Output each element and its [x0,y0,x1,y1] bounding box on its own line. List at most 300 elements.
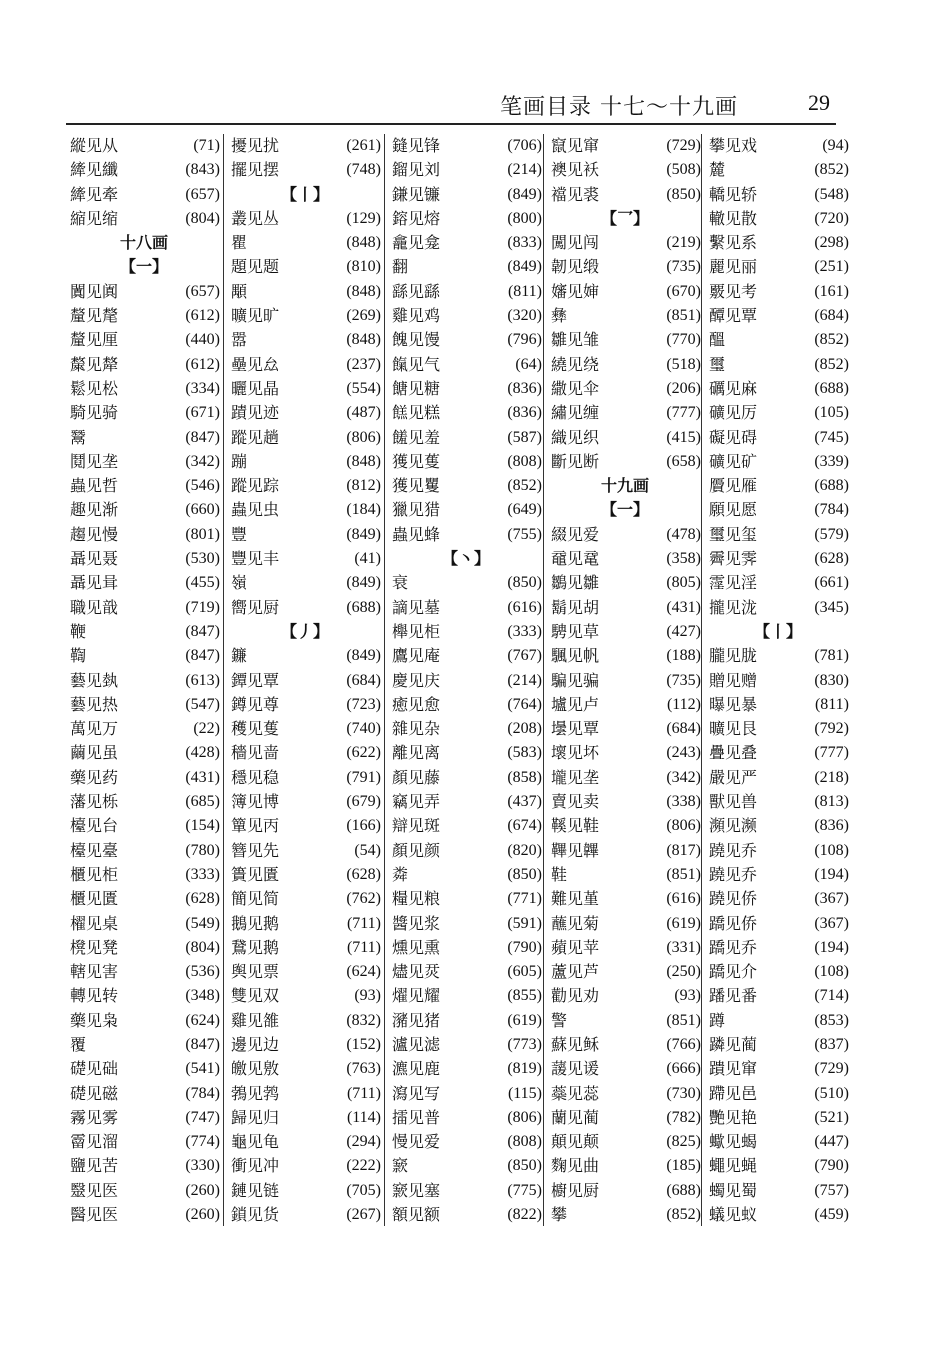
page-number: 29 [808,90,830,115]
entry-characters: 警 [551,1010,568,1030]
entry-characters: 癒见愈 [392,694,441,714]
entry-page-ref: (437) [507,793,542,811]
entry-page-ref: (342) [185,452,220,470]
entry-characters: 藝见埶 [70,670,119,690]
entry-characters: 醰见覃 [709,306,758,326]
index-entry [705,498,851,522]
index-entry [388,1179,544,1203]
entry-characters: 櫃见匱 [70,889,119,909]
entry-characters: 鵝见鹅 [231,913,280,933]
index-entry [705,1057,851,1081]
page-title: 笔画目录 十七～十九画 [500,95,738,120]
entry-characters: 釐见厘 [70,330,119,350]
entry-characters: 餼见气 [392,354,441,374]
index-entry [388,766,544,790]
entry-page-ref: (804) [185,209,220,227]
entry-page-ref: (790) [814,1157,849,1175]
index-entry [388,596,544,620]
entry-page-ref: (206) [666,379,701,397]
entry-characters: 竄见窜 [551,136,600,155]
index-column-4 [547,134,703,1227]
index-entry [547,450,703,474]
index-entry [388,960,544,984]
entry-page-ref: (849) [507,258,542,276]
index-entry [227,134,383,158]
entry-characters: 彝 [551,306,568,326]
index-entry [388,863,544,887]
entry-characters: 鞭 [70,621,87,641]
entry-page-ref: (808) [507,1133,542,1151]
entry-characters: 慢见爱 [392,1132,441,1152]
entry-page-ref: (622) [346,744,381,762]
index-entry [227,353,383,377]
entry-characters: 醫见医 [70,1205,119,1225]
index-entry [705,547,851,571]
index-entry [388,1106,544,1130]
index-entry [66,741,222,765]
section-heading-text: 【丨】 [280,184,329,204]
entry-page-ref: (612) [185,307,220,325]
index-entry [66,1179,222,1203]
entry-characters: 鎦见刘 [392,160,441,180]
entry-characters: 韌见缎 [551,257,600,277]
index-entry [66,912,222,936]
entry-page-ref: (431) [185,768,220,786]
entry-page-ref: (810) [346,258,381,276]
entry-page-ref: (554) [346,379,381,397]
entry-characters: 鞸见韠 [551,840,600,860]
index-entry [388,1033,544,1057]
index-entry [66,134,222,158]
entry-page-ref: (777) [814,744,849,762]
index-entry [547,328,703,352]
entry-characters: 賣见卖 [551,792,600,812]
entry-page-ref: (847) [185,1035,220,1053]
entry-page-ref: (219) [666,234,701,252]
entry-page-ref: (804) [185,938,220,956]
entry-characters: 願见愿 [709,500,758,520]
index-entry [388,498,544,522]
entry-page-ref: (613) [185,671,220,689]
entry-page-ref: (243) [666,744,701,762]
entry-page-ref: (711) [346,938,381,956]
entry-characters: 簡见简 [231,889,280,909]
index-entry [388,255,544,279]
entry-page-ref: (333) [507,622,542,640]
index-entry [547,547,703,571]
entry-characters: 蟲见蜂 [392,524,441,544]
entry-characters: 礎见磁 [70,1083,119,1103]
entry-page-ref: (459) [814,1206,849,1224]
entry-page-ref: (320) [507,307,542,325]
entry-characters: 謫见墓 [392,597,441,617]
entry-characters: 鐮 [231,646,248,666]
entry-page-ref: (777) [666,404,701,422]
index-entry [388,936,544,960]
section-heading-text: 【一】 [119,257,168,277]
entry-page-ref: (605) [507,963,542,981]
entry-characters: 簣见匱 [231,864,280,884]
entry-page-ref: (780) [185,841,220,859]
index-entry [547,936,703,960]
index-entry [227,887,383,911]
entry-characters: 蘇见稣 [551,1034,600,1054]
entry-characters: 龜见龟 [231,1132,280,1152]
entry-page-ref: (487) [346,404,381,422]
entry-characters: 霤见溜 [70,1132,119,1152]
entry-page-ref: (334) [185,379,220,397]
index-entry [547,790,703,814]
entry-page-ref: (251) [814,258,849,276]
entry-page-ref: (342) [666,768,701,786]
entry-page-ref: (628) [814,550,849,568]
entry-page-ref: (129) [346,209,381,227]
entry-page-ref: (784) [185,1084,220,1102]
index-entry [66,1033,222,1057]
entry-characters: 蘆见芦 [551,962,600,982]
index-entry [66,936,222,960]
entry-characters: 霧见雾 [70,1107,119,1127]
entry-page-ref: (817) [666,841,701,859]
index-entry [66,1106,222,1130]
index-entry [388,353,544,377]
entry-characters: 粦 [392,864,409,884]
entry-characters: 嬸见婶 [551,281,600,301]
entry-characters: 穩见稳 [231,767,280,787]
entry-characters: 瀦见猪 [392,1010,441,1030]
entry-characters: 蹻见侨 [709,913,758,933]
entry-page-ref: (714) [814,987,849,1005]
entry-page-ref: (836) [814,817,849,835]
entry-characters: 聶见聂 [70,549,119,569]
entry-characters: 曠见艮 [709,719,758,739]
entry-characters: 縴见纖 [70,160,119,180]
index-entry [388,887,544,911]
entry-page-ref: (358) [666,550,701,568]
index-entry [547,280,703,304]
entry-page-ref: (208) [507,720,542,738]
entry-page-ref: (661) [814,574,849,592]
entry-characters: 壠见垄 [551,767,600,787]
entry-page-ref: (850) [507,574,542,592]
entry-characters: 蹤见踪 [231,476,280,496]
index-entry [705,693,851,717]
index-entry [227,401,383,425]
entry-characters: 擾见扰 [231,136,280,155]
entry-characters: 雞见鸡 [392,306,441,326]
entry-page-ref: (755) [507,525,542,543]
entry-characters: 蹛见邑 [709,1083,758,1103]
entry-page-ref: (521) [814,1108,849,1126]
entry-characters: 蘐见谖 [551,1059,600,1079]
section-heading [66,231,222,255]
entry-characters: 簞见丙 [231,816,280,836]
entry-page-ref: (858) [507,768,542,786]
index-entry [705,790,851,814]
index-entry [227,231,383,255]
entry-page-ref: (549) [185,914,220,932]
index-entry [547,669,703,693]
index-entry [388,717,544,741]
entry-page-ref: (185) [666,1157,701,1175]
entry-page-ref: (619) [507,1011,542,1029]
entry-characters: 舆见票 [231,962,280,982]
entry-page-ref: (670) [666,282,701,300]
entry-characters: 騎见骑 [70,403,119,423]
entry-characters: 蹪见窜 [709,1059,758,1079]
entry-characters: 蹺见乔 [709,840,758,860]
index-entry [66,280,222,304]
section-heading [705,620,851,644]
index-entry [66,984,222,1008]
index-entry [547,304,703,328]
entry-page-ref: (184) [346,501,381,519]
entry-characters: 鹽见苦 [70,1156,119,1176]
index-entry [66,1154,222,1178]
index-entry [705,304,851,328]
index-entry [388,839,544,863]
entry-characters: 蹤见趟 [231,427,280,447]
index-entry [227,741,383,765]
index-entry [388,644,544,668]
index-entry [66,498,222,522]
entry-characters: 霽见霁 [709,549,758,569]
entry-page-ref: (428) [185,744,220,762]
entry-page-ref: (93) [674,987,701,1005]
entry-page-ref: (22) [193,720,220,738]
entry-characters: 燻见熏 [392,937,441,957]
entry-characters: 題见题 [231,257,280,277]
index-entry [227,426,383,450]
entry-page-ref: (330) [185,1157,220,1175]
entry-characters: 壜见覃 [551,719,600,739]
entry-characters: 贗见雁 [709,476,758,496]
index-entry [227,498,383,522]
entry-characters: 蠍见蝎 [709,1132,758,1152]
entry-characters: 櫥见厨 [551,1180,600,1200]
entry-page-ref: (431) [666,598,701,616]
index-entry [547,644,703,668]
entry-page-ref: (269) [346,307,381,325]
index-entry [547,741,703,765]
entry-page-ref: (847) [185,622,220,640]
entry-page-ref: (64) [515,355,542,373]
entry-characters: 礦见矿 [709,451,758,471]
entry-page-ref: (791) [346,768,381,786]
entry-characters: 蘭见蔺 [551,1107,600,1127]
index-entry [547,912,703,936]
entry-page-ref: (735) [666,258,701,276]
entry-page-ref: (832) [346,1011,381,1029]
entry-characters: 穫见蒦 [231,719,280,739]
index-entry [66,304,222,328]
index-entry [547,1203,703,1227]
entry-page-ref: (800) [507,209,542,227]
entry-page-ref: (720) [814,209,849,227]
index-entry [227,1009,383,1033]
entry-page-ref: (852) [507,477,542,495]
entry-characters: 織见织 [551,427,600,447]
entry-page-ref: (440) [185,331,220,349]
entry-page-ref: (333) [185,865,220,883]
entry-characters: 顛见颠 [551,1132,600,1152]
entry-page-ref: (852) [666,1206,701,1224]
index-entry [66,960,222,984]
entry-characters: 醬见浆 [392,913,441,933]
entry-characters: 繖见伞 [551,378,600,398]
index-entry [66,426,222,450]
entry-page-ref: (660) [185,501,220,519]
index-entry [66,620,222,644]
entry-characters: 豐 [231,524,248,544]
index-entry [547,766,703,790]
entry-characters: 獵见猎 [392,500,441,520]
entry-characters: 萬见万 [70,719,119,739]
index-entry [66,328,222,352]
entry-page-ref: (591) [507,914,542,932]
index-entry [388,1130,544,1154]
entry-page-ref: (154) [185,817,220,835]
entry-page-ref: (848) [346,331,381,349]
entry-characters: 颿见帆 [551,646,600,666]
index-entry [705,401,851,425]
entry-characters: 襠见裘 [551,184,600,204]
entry-page-ref: (108) [814,963,849,981]
entry-characters: 鎖见货 [231,1205,280,1225]
entry-page-ref: (848) [346,234,381,252]
section-heading [227,183,383,207]
index-entry [66,1057,222,1081]
index-entry [705,450,851,474]
entry-characters: 嚣 [231,330,248,350]
entry-characters: 嚮见厨 [231,597,280,617]
entry-page-ref: (684) [346,671,381,689]
index-entry [227,1130,383,1154]
index-entry [66,401,222,425]
entry-page-ref: (843) [185,161,220,179]
index-entry [388,669,544,693]
index-entry [227,717,383,741]
index-entry [705,571,851,595]
section-heading [547,474,703,498]
index-entry [388,814,544,838]
column-divider [701,134,702,1226]
entry-characters: 麴见曲 [551,1156,600,1176]
entry-characters: 贈见赠 [709,670,758,690]
entry-page-ref: (853) [814,1011,849,1029]
index-entry [66,1203,222,1227]
entry-characters: 顒 [231,281,248,301]
entry-characters: 朧见胧 [709,646,758,666]
entry-page-ref: (822) [507,1206,542,1224]
entry-characters: 櫂见桌 [70,913,119,933]
index-entry [227,304,383,328]
entry-page-ref: (619) [666,914,701,932]
entry-page-ref: (536) [185,963,220,981]
entry-characters: 蠋见蜀 [709,1180,758,1200]
entry-characters: 窾见塞 [392,1180,441,1200]
index-entry [705,814,851,838]
entry-characters: 鬍见胡 [551,597,600,617]
entry-characters: 壘见厽 [231,354,280,374]
section-heading-text: 十八画 [119,233,168,253]
entry-characters: 蹻见介 [709,962,758,982]
index-entry [547,1057,703,1081]
entry-page-ref: (851) [666,1011,701,1029]
entry-characters: 轎见轿 [709,184,758,204]
entry-characters: 蟲见哲 [70,476,119,496]
index-column-2 [227,134,383,1227]
index-entry [388,158,544,182]
entry-characters: 蟲见虫 [231,500,280,520]
entry-characters: 檯见臺 [70,840,119,860]
index-entry [227,1179,383,1203]
entry-characters: 蹺见乔 [709,864,758,884]
entry-characters: 鏠见锋 [392,136,441,155]
index-entry [66,523,222,547]
entry-characters: 藥见药 [70,767,119,787]
entry-characters: 瀘见滤 [392,1034,441,1054]
entry-page-ref: (616) [666,890,701,908]
entry-characters: 櫸见柜 [392,621,441,641]
index-entry [547,377,703,401]
index-entry [705,231,851,255]
entry-characters: 闐见阗 [70,281,119,301]
index-entry [388,450,544,474]
index-entry [66,158,222,182]
index-entry [705,669,851,693]
entry-characters: 疊见叠 [709,743,758,763]
index-entry [66,474,222,498]
section-heading-text: 【乛】 [600,208,649,228]
entry-page-ref: (188) [666,647,701,665]
column-divider [543,134,544,1226]
index-entry [547,134,703,158]
entry-page-ref: (624) [185,1011,220,1029]
entry-characters: 縱见从 [70,136,119,155]
entry-characters: 鞋 [551,864,568,884]
index-entry [705,377,851,401]
entry-page-ref: (811) [507,282,542,300]
entry-page-ref: (579) [814,525,849,543]
index-entry [388,280,544,304]
entry-characters: 瀌见鹿 [392,1059,441,1079]
section-heading-text: 【一】 [600,500,649,520]
entry-characters: 覆 [70,1034,87,1054]
entry-characters: 瀉见写 [392,1083,441,1103]
index-entry [388,912,544,936]
entry-characters: 騙见骗 [551,670,600,690]
index-entry [66,1130,222,1154]
entry-page-ref: (855) [507,987,542,1005]
entry-characters: 簿见博 [231,792,280,812]
entry-page-ref: (812) [346,477,381,495]
entry-page-ref: (657) [185,282,220,300]
entry-page-ref: (345) [814,598,849,616]
index-entry [388,1082,544,1106]
entry-page-ref: (723) [346,695,381,713]
index-entry [705,353,851,377]
entry-page-ref: (260) [185,1181,220,1199]
index-entry [388,474,544,498]
index-entry [227,328,383,352]
index-entry [388,741,544,765]
index-entry [388,693,544,717]
entry-characters: 覈见考 [709,281,758,301]
section-heading-text: 【丿】 [280,621,329,641]
index-entry [705,426,851,450]
entry-page-ref: (762) [346,890,381,908]
